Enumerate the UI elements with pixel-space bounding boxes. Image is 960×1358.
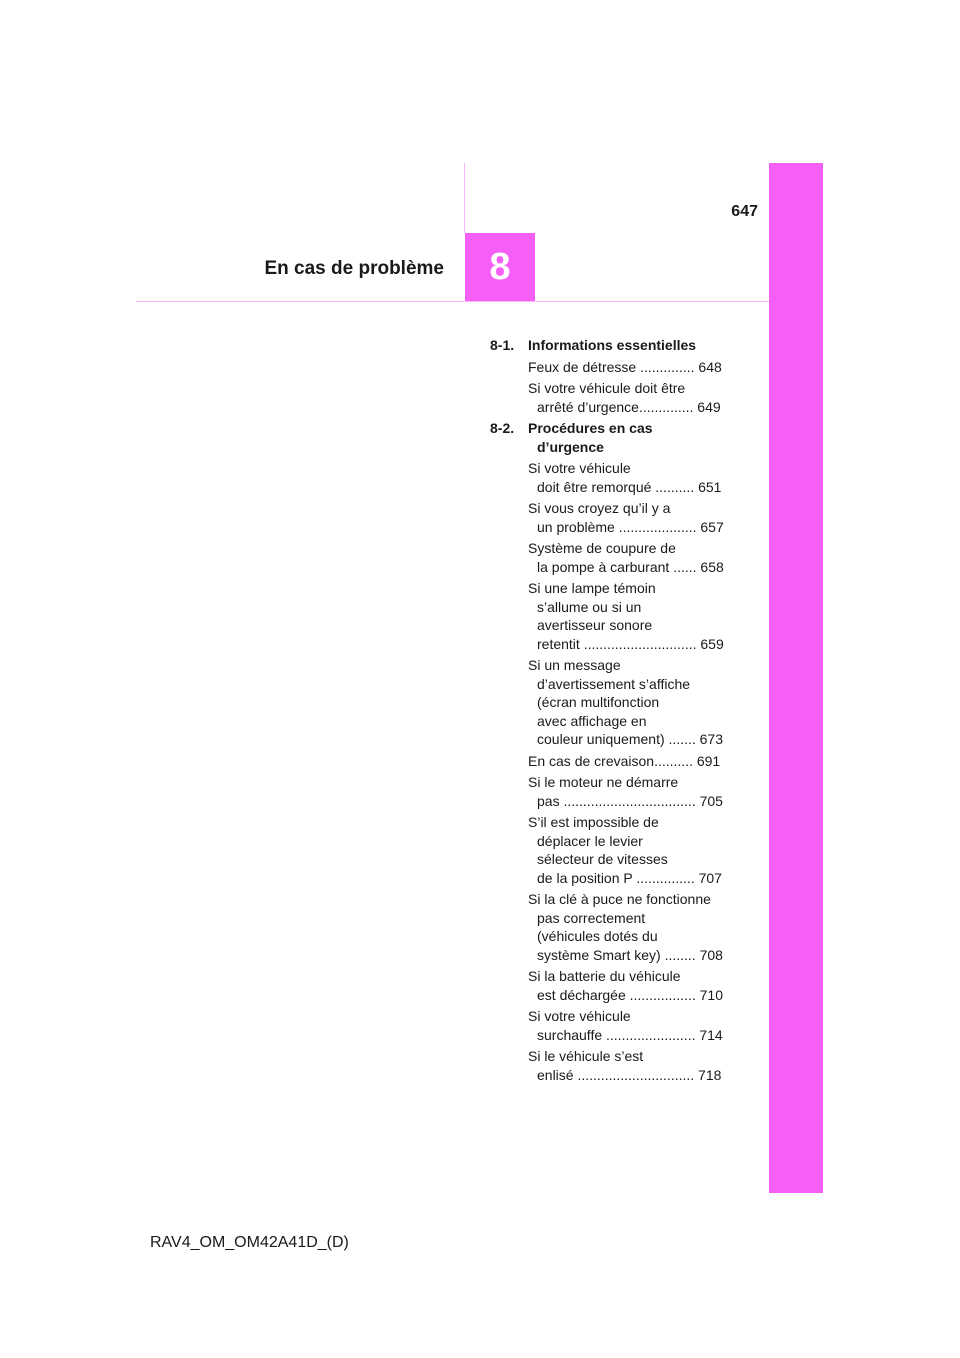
document-code: RAV4_OM_OM42A41D_(D)	[150, 1234, 349, 1251]
toc-entry[interactable]	[528, 967, 740, 1004]
toc-entry[interactable]	[528, 379, 740, 416]
toc-entry-line: Si vous croyez qu’il y a	[528, 500, 671, 516]
toc-section-8-1[interactable]	[490, 336, 740, 355]
toc-entry-line: Si un message	[528, 657, 621, 673]
toc-entry-line: Si votre véhicule	[528, 1008, 631, 1024]
section-title: Procédures en cas	[528, 420, 653, 436]
section-title-continued: d’urgence	[537, 438, 604, 455]
toc-entry[interactable]	[528, 459, 740, 496]
toc-entry[interactable]	[528, 499, 740, 536]
toc-entry-line: surchauffe ....................... 714	[537, 1026, 723, 1043]
toc-entry[interactable]	[528, 773, 740, 810]
toc-entry-line: enlisé .............................. 718	[537, 1066, 722, 1083]
toc-entry-line: (véhicules dotés du	[537, 928, 658, 944]
toc-entry-line: En cas de crevaison.......... 691	[528, 752, 721, 769]
toc-entry-line: Feux de détresse .............. 648	[528, 358, 722, 375]
chapter-number-box: 8	[465, 233, 535, 301]
toc-entry[interactable]	[528, 813, 740, 887]
toc-entry[interactable]	[528, 752, 740, 771]
toc-entry-line: Si la clé à puce ne fonctionne	[528, 891, 711, 907]
toc-entry-line: avertisseur sonore	[537, 617, 653, 633]
toc-entry-line: Système de coupure de	[528, 540, 676, 556]
toc-entry-line: sélecteur de vitesses	[537, 851, 668, 867]
toc-entry-line: (écran multifonction	[537, 694, 660, 710]
page-number: 647	[731, 203, 758, 220]
toc-entry-line: avec affichage en	[537, 712, 647, 729]
header-vertical-rule	[464, 163, 465, 233]
toc-entry-line: Si le moteur ne démarre	[528, 774, 679, 790]
toc-entry-line: pas correctement	[537, 909, 646, 926]
toc-entry-line: Si une lampe témoin	[528, 580, 656, 596]
toc-entry-line: Si votre véhicule	[528, 460, 631, 476]
chapter-side-tab	[769, 163, 823, 1193]
toc-entry-line: doit être remorqué .......... 651	[537, 478, 722, 495]
toc-entry-line: un problème .................... 657	[537, 518, 724, 535]
toc-entry[interactable]	[528, 358, 740, 377]
chapter-title: En cas de problème	[264, 258, 444, 279]
toc-entry[interactable]	[528, 579, 740, 653]
toc-entry-line: Si la batterie du véhicule	[528, 968, 681, 984]
section-title: Informations essentielles	[528, 337, 697, 353]
toc-entry-line: de la position P ............... 707	[537, 869, 722, 886]
section-number: 8-2.	[490, 420, 515, 436]
toc-entry-line: s’allume ou si un	[537, 598, 642, 615]
toc-entry-line: couleur uniquement) ....... 673	[537, 731, 723, 747]
toc-entry[interactable]	[528, 539, 740, 576]
table-of-contents	[490, 334, 740, 1084]
toc-entry[interactable]	[528, 1047, 740, 1084]
toc-entry-line: pas .................................. 705	[537, 792, 723, 809]
toc-entry-line: arrêté d’urgence.............. 649	[537, 398, 721, 415]
toc-entry-line: d’avertissement s’affiche	[537, 675, 691, 692]
toc-entry[interactable]	[528, 656, 740, 749]
header-horizontal-rule	[136, 301, 769, 302]
toc-entry-line: Si le véhicule s’est	[528, 1048, 644, 1064]
toc-entry[interactable]	[528, 890, 740, 964]
toc-entry[interactable]	[528, 1007, 740, 1044]
toc-entry-line: S’il est impossible de	[528, 814, 659, 830]
section-number: 8-1.	[490, 337, 515, 353]
toc-section-8-2[interactable]	[490, 419, 740, 456]
toc-entry-line: Si votre véhicule doit être	[528, 380, 686, 396]
toc-entry-line: retentit ............................. 659	[537, 635, 724, 652]
toc-entry-line: système Smart key) ........ 708	[537, 946, 723, 963]
toc-entry-line: la pompe à carburant ...... 658	[537, 558, 724, 575]
toc-entry-line: déplacer le levier	[537, 832, 643, 849]
toc-entry-line: est déchargée ................. 710	[537, 986, 723, 1003]
